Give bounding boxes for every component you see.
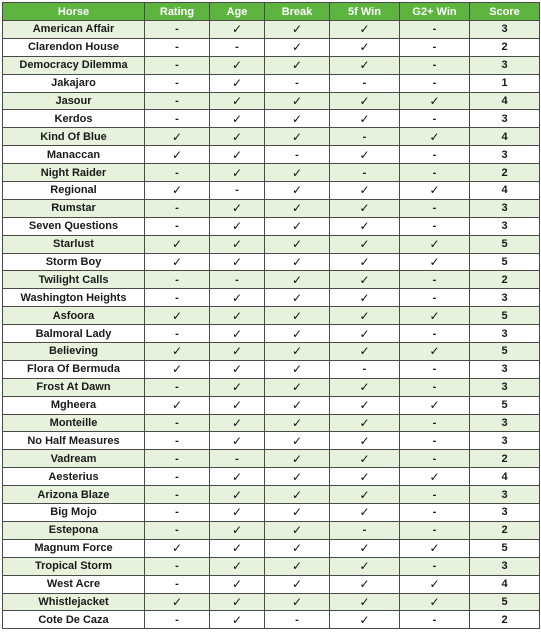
5f-win-cell: ✓	[330, 325, 400, 343]
5f-win-cell: ✓	[330, 539, 400, 557]
g2-win-cell: ✓	[400, 182, 470, 200]
horse-name-cell: Big Mojo	[3, 504, 145, 522]
g2-win-cell: ✓	[400, 92, 470, 110]
age-cell: ✓	[210, 557, 265, 575]
rating-cell: -	[145, 110, 210, 128]
5f-win-cell: ✓	[330, 199, 400, 217]
break-cell: ✓	[265, 414, 330, 432]
age-cell: ✓	[210, 92, 265, 110]
break-cell: ✓	[265, 253, 330, 271]
g2-win-cell: -	[400, 74, 470, 92]
rating-cell: ✓	[145, 182, 210, 200]
header-row	[3, 3, 540, 21]
g2-win-cell: -	[400, 56, 470, 74]
table-row	[3, 271, 540, 289]
horse-name-cell: Democracy Dilemma	[3, 56, 145, 74]
age-cell: ✓	[210, 217, 265, 235]
5f-win-cell: ✓	[330, 182, 400, 200]
rating-cell: -	[145, 575, 210, 593]
score-cell: 3	[470, 110, 540, 128]
age-cell: ✓	[210, 235, 265, 253]
g2-win-cell: ✓	[400, 343, 470, 361]
horse-name-cell: Night Raider	[3, 164, 145, 182]
g2-win-cell: -	[400, 432, 470, 450]
g2-win-cell: -	[400, 557, 470, 575]
table-row	[3, 468, 540, 486]
score-cell: 4	[470, 182, 540, 200]
rating-cell: -	[145, 164, 210, 182]
break-cell: ✓	[265, 128, 330, 146]
table-row	[3, 575, 540, 593]
g2-win-cell: -	[400, 611, 470, 629]
horse-name-cell: Kind Of Blue	[3, 128, 145, 146]
age-cell: ✓	[210, 575, 265, 593]
horse-name-cell: Believing	[3, 343, 145, 361]
5f-win-cell: ✓	[330, 557, 400, 575]
5f-win-cell: ✓	[330, 575, 400, 593]
score-cell: 5	[470, 539, 540, 557]
age-cell: ✓	[210, 486, 265, 504]
g2-win-cell: ✓	[400, 396, 470, 414]
header-score: Score	[470, 3, 540, 21]
rating-cell: -	[145, 521, 210, 539]
score-cell: 3	[470, 360, 540, 378]
table-row	[3, 74, 540, 92]
5f-win-cell: ✓	[330, 611, 400, 629]
rating-cell: ✓	[145, 235, 210, 253]
break-cell: ✓	[265, 271, 330, 289]
g2-win-cell: -	[400, 164, 470, 182]
rating-cell: -	[145, 74, 210, 92]
break-cell: ✓	[265, 539, 330, 557]
break-cell: ✓	[265, 182, 330, 200]
table-row	[3, 450, 540, 468]
g2-win-cell: -	[400, 289, 470, 307]
g2-win-cell: -	[400, 414, 470, 432]
rating-cell: ✓	[145, 360, 210, 378]
horse-name-cell: Kerdos	[3, 110, 145, 128]
horse-name-cell: Frost At Dawn	[3, 378, 145, 396]
5f-win-cell: ✓	[330, 38, 400, 56]
age-cell: ✓	[210, 253, 265, 271]
rating-cell: -	[145, 557, 210, 575]
horse-name-cell: American Affair	[3, 21, 145, 39]
rating-cell: -	[145, 325, 210, 343]
table-row	[3, 611, 540, 629]
break-cell: ✓	[265, 217, 330, 235]
horse-name-cell: Whistlejacket	[3, 593, 145, 611]
age-cell: ✓	[210, 539, 265, 557]
table-row	[3, 325, 540, 343]
g2-win-cell: -	[400, 360, 470, 378]
age-cell: ✓	[210, 396, 265, 414]
age-cell: ✓	[210, 74, 265, 92]
age-cell: ✓	[210, 110, 265, 128]
break-cell: ✓	[265, 468, 330, 486]
rating-cell: -	[145, 38, 210, 56]
age-cell: ✓	[210, 504, 265, 522]
g2-win-cell: -	[400, 271, 470, 289]
g2-win-cell: -	[400, 38, 470, 56]
horse-name-cell: No Half Measures	[3, 432, 145, 450]
break-cell: ✓	[265, 199, 330, 217]
rating-cell: -	[145, 289, 210, 307]
5f-win-cell: -	[330, 521, 400, 539]
table-row	[3, 128, 540, 146]
table-header	[3, 3, 540, 21]
g2-win-cell: ✓	[400, 593, 470, 611]
table-row	[3, 21, 540, 39]
5f-win-cell: ✓	[330, 468, 400, 486]
g2-win-cell: ✓	[400, 307, 470, 325]
table-row	[3, 539, 540, 557]
age-cell: ✓	[210, 414, 265, 432]
score-cell: 1	[470, 74, 540, 92]
header-rating: Rating	[145, 3, 210, 21]
break-cell: -	[265, 74, 330, 92]
table-row	[3, 199, 540, 217]
age-cell: ✓	[210, 360, 265, 378]
g2-win-cell: ✓	[400, 235, 470, 253]
score-cell: 5	[470, 253, 540, 271]
break-cell: ✓	[265, 289, 330, 307]
rating-cell: -	[145, 468, 210, 486]
5f-win-cell: ✓	[330, 271, 400, 289]
horse-name-cell: Seven Questions	[3, 217, 145, 235]
5f-win-cell: ✓	[330, 110, 400, 128]
score-cell: 5	[470, 396, 540, 414]
5f-win-cell: ✓	[330, 414, 400, 432]
5f-win-cell: ✓	[330, 504, 400, 522]
table-row	[3, 521, 540, 539]
5f-win-cell: ✓	[330, 21, 400, 39]
header-break: Break	[265, 3, 330, 21]
rating-cell: -	[145, 21, 210, 39]
table-row	[3, 504, 540, 522]
horse-name-cell: Storm Boy	[3, 253, 145, 271]
break-cell: ✓	[265, 521, 330, 539]
table-row	[3, 235, 540, 253]
rating-cell: ✓	[145, 307, 210, 325]
g2-win-cell: -	[400, 504, 470, 522]
header-horse: Horse	[3, 3, 145, 21]
horse-name-cell: Arizona Blaze	[3, 486, 145, 504]
table-row	[3, 593, 540, 611]
rating-cell: -	[145, 414, 210, 432]
score-cell: 4	[470, 575, 540, 593]
g2-win-cell: -	[400, 325, 470, 343]
break-cell: ✓	[265, 396, 330, 414]
score-cell: 2	[470, 164, 540, 182]
table-row	[3, 557, 540, 575]
horse-name-cell: Starlust	[3, 235, 145, 253]
g2-win-cell: -	[400, 378, 470, 396]
break-cell: ✓	[265, 575, 330, 593]
score-cell: 3	[470, 486, 540, 504]
break-cell: ✓	[265, 450, 330, 468]
score-cell: 3	[470, 504, 540, 522]
age-cell: ✓	[210, 378, 265, 396]
horse-name-cell: Mgheera	[3, 396, 145, 414]
table-row	[3, 343, 540, 361]
5f-win-cell: ✓	[330, 56, 400, 74]
g2-win-cell: -	[400, 146, 470, 164]
horse-name-cell: Monteille	[3, 414, 145, 432]
5f-win-cell: ✓	[330, 253, 400, 271]
g2-win-cell: ✓	[400, 539, 470, 557]
5f-win-cell: ✓	[330, 593, 400, 611]
age-cell: -	[210, 182, 265, 200]
break-cell: ✓	[265, 307, 330, 325]
rating-cell: ✓	[145, 396, 210, 414]
age-cell: ✓	[210, 56, 265, 74]
horse-name-cell: Clarendon House	[3, 38, 145, 56]
horse-name-cell: Flora Of Bermuda	[3, 360, 145, 378]
break-cell: ✓	[265, 164, 330, 182]
5f-win-cell: -	[330, 74, 400, 92]
break-cell: -	[265, 146, 330, 164]
break-cell: ✓	[265, 557, 330, 575]
age-cell: ✓	[210, 128, 265, 146]
score-cell: 3	[470, 414, 540, 432]
rating-cell: -	[145, 56, 210, 74]
horse-name-cell: Washington Heights	[3, 289, 145, 307]
score-cell: 5	[470, 307, 540, 325]
5f-win-cell: ✓	[330, 307, 400, 325]
5f-win-cell: ✓	[330, 396, 400, 414]
rating-cell: ✓	[145, 128, 210, 146]
break-cell: ✓	[265, 110, 330, 128]
age-cell: ✓	[210, 343, 265, 361]
g2-win-cell: -	[400, 21, 470, 39]
g2-win-cell: -	[400, 199, 470, 217]
score-cell: 3	[470, 557, 540, 575]
header-age: Age	[210, 3, 265, 21]
horse-score-table	[2, 2, 540, 629]
table-row	[3, 414, 540, 432]
score-cell: 5	[470, 235, 540, 253]
score-cell: 3	[470, 146, 540, 164]
g2-win-cell: ✓	[400, 575, 470, 593]
score-cell: 3	[470, 325, 540, 343]
horse-name-cell: Twilight Calls	[3, 271, 145, 289]
table-row	[3, 92, 540, 110]
age-cell: -	[210, 271, 265, 289]
rating-cell: -	[145, 217, 210, 235]
header-5f-win: 5f Win	[330, 3, 400, 21]
score-cell: 4	[470, 92, 540, 110]
score-cell: 3	[470, 378, 540, 396]
table-row	[3, 146, 540, 164]
table-row	[3, 360, 540, 378]
rating-cell: ✓	[145, 539, 210, 557]
horse-name-cell: Manaccan	[3, 146, 145, 164]
g2-win-cell: -	[400, 521, 470, 539]
5f-win-cell: ✓	[330, 450, 400, 468]
table-row	[3, 396, 540, 414]
horse-name-cell: West Acre	[3, 575, 145, 593]
age-cell: -	[210, 38, 265, 56]
5f-win-cell: ✓	[330, 378, 400, 396]
age-cell: ✓	[210, 289, 265, 307]
5f-win-cell: ✓	[330, 343, 400, 361]
5f-win-cell: -	[330, 360, 400, 378]
5f-win-cell: -	[330, 164, 400, 182]
5f-win-cell: ✓	[330, 289, 400, 307]
score-cell: 2	[470, 521, 540, 539]
rating-cell: -	[145, 378, 210, 396]
score-cell: 3	[470, 199, 540, 217]
age-cell: ✓	[210, 307, 265, 325]
table-row	[3, 486, 540, 504]
break-cell: ✓	[265, 56, 330, 74]
table-row	[3, 164, 540, 182]
table-row	[3, 307, 540, 325]
score-cell: 2	[470, 611, 540, 629]
table-row	[3, 253, 540, 271]
table-row	[3, 182, 540, 200]
horse-name-cell: Balmoral Lady	[3, 325, 145, 343]
score-cell: 3	[470, 56, 540, 74]
rating-cell: -	[145, 486, 210, 504]
rating-cell: -	[145, 199, 210, 217]
rating-cell: -	[145, 611, 210, 629]
5f-win-cell: ✓	[330, 92, 400, 110]
age-cell: ✓	[210, 593, 265, 611]
horse-score-table-wrapper	[2, 2, 539, 629]
rating-cell: -	[145, 450, 210, 468]
score-cell: 3	[470, 217, 540, 235]
table-body	[3, 21, 540, 629]
age-cell: ✓	[210, 21, 265, 39]
horse-name-cell: Rumstar	[3, 199, 145, 217]
horse-name-cell: Aesterius	[3, 468, 145, 486]
rating-cell: -	[145, 432, 210, 450]
table-row	[3, 110, 540, 128]
table-row	[3, 56, 540, 74]
horse-name-cell: Cote De Caza	[3, 611, 145, 629]
horse-name-cell: Tropical Storm	[3, 557, 145, 575]
break-cell: -	[265, 611, 330, 629]
g2-win-cell: -	[400, 217, 470, 235]
5f-win-cell: ✓	[330, 235, 400, 253]
rating-cell: -	[145, 92, 210, 110]
rating-cell: ✓	[145, 146, 210, 164]
score-cell: 4	[470, 128, 540, 146]
score-cell: 2	[470, 38, 540, 56]
age-cell: ✓	[210, 468, 265, 486]
score-cell: 3	[470, 432, 540, 450]
g2-win-cell: -	[400, 110, 470, 128]
horse-name-cell: Vadream	[3, 450, 145, 468]
horse-name-cell: Asfoora	[3, 307, 145, 325]
age-cell: ✓	[210, 611, 265, 629]
break-cell: ✓	[265, 378, 330, 396]
horse-name-cell: Magnum Force	[3, 539, 145, 557]
score-cell: 5	[470, 593, 540, 611]
g2-win-cell: ✓	[400, 128, 470, 146]
age-cell: ✓	[210, 325, 265, 343]
break-cell: ✓	[265, 325, 330, 343]
table-row	[3, 432, 540, 450]
horse-name-cell: Jakajaro	[3, 74, 145, 92]
score-cell: 5	[470, 343, 540, 361]
break-cell: ✓	[265, 504, 330, 522]
age-cell: ✓	[210, 521, 265, 539]
5f-win-cell: -	[330, 128, 400, 146]
rating-cell: ✓	[145, 343, 210, 361]
table-row	[3, 378, 540, 396]
header-g2-win: G2+ Win	[400, 3, 470, 21]
g2-win-cell: -	[400, 486, 470, 504]
g2-win-cell: -	[400, 450, 470, 468]
g2-win-cell: ✓	[400, 253, 470, 271]
table-row	[3, 289, 540, 307]
break-cell: ✓	[265, 432, 330, 450]
5f-win-cell: ✓	[330, 146, 400, 164]
break-cell: ✓	[265, 38, 330, 56]
break-cell: ✓	[265, 486, 330, 504]
age-cell: ✓	[210, 432, 265, 450]
break-cell: ✓	[265, 343, 330, 361]
score-cell: 2	[470, 450, 540, 468]
break-cell: ✓	[265, 593, 330, 611]
break-cell: ✓	[265, 235, 330, 253]
horse-name-cell: Jasour	[3, 92, 145, 110]
5f-win-cell: ✓	[330, 432, 400, 450]
horse-name-cell: Regional	[3, 182, 145, 200]
5f-win-cell: ✓	[330, 486, 400, 504]
age-cell: ✓	[210, 164, 265, 182]
table-row	[3, 38, 540, 56]
score-cell: 4	[470, 468, 540, 486]
break-cell: ✓	[265, 21, 330, 39]
age-cell: -	[210, 450, 265, 468]
age-cell: ✓	[210, 199, 265, 217]
score-cell: 2	[470, 271, 540, 289]
break-cell: ✓	[265, 92, 330, 110]
table-row	[3, 217, 540, 235]
rating-cell: ✓	[145, 593, 210, 611]
g2-win-cell: ✓	[400, 468, 470, 486]
rating-cell: ✓	[145, 253, 210, 271]
5f-win-cell: ✓	[330, 217, 400, 235]
break-cell: ✓	[265, 360, 330, 378]
score-cell: 3	[470, 289, 540, 307]
age-cell: ✓	[210, 146, 265, 164]
horse-name-cell: Estepona	[3, 521, 145, 539]
rating-cell: -	[145, 504, 210, 522]
rating-cell: -	[145, 271, 210, 289]
score-cell: 3	[470, 21, 540, 39]
